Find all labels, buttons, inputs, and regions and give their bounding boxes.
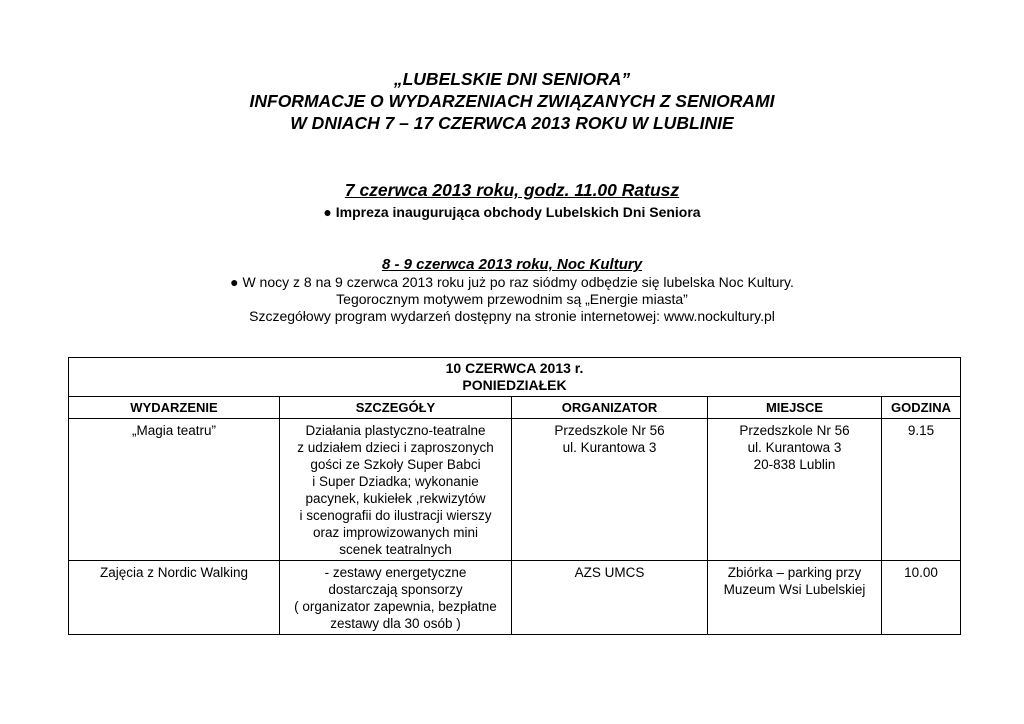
place-cell <box>708 561 882 635</box>
table-row <box>69 419 961 561</box>
event-cell <box>69 419 280 561</box>
organizer-cell <box>512 419 708 561</box>
place-cell <box>708 419 882 561</box>
cell-line: Przedszkole Nr 56 <box>554 423 665 438</box>
column-header-organizer: ORGANIZATOR <box>512 397 708 419</box>
organizer-cell <box>512 561 708 635</box>
section-opening-event <box>0 179 1024 221</box>
day-heading <box>69 358 961 397</box>
cell-line: dostarczają sponsorzy <box>328 582 463 597</box>
events-table <box>68 357 961 635</box>
section-line: Tegorocznym motywem przewodnim są „Energie miasta” <box>336 291 688 307</box>
cell-line: Działania plastyczno-teatralne <box>305 423 486 438</box>
cell-line: ( organizator zapewnia, bezpłatne <box>294 599 497 614</box>
section-heading: 8 - 9 czerwca 2013 roku, Noc Kultury <box>381 256 643 273</box>
cell-line: zestawy dla 30 osób ) <box>330 616 461 631</box>
section-line: Szczegółowy program wydarzeń dostępny na stronie internetowej: www.nockultury.pl <box>249 308 775 324</box>
cell-line: i scenografii do ilustracji wierszy <box>299 508 492 523</box>
cell-line: scenek teatralnych <box>339 542 452 557</box>
title-line: „LUBELSKIE DNI SENIORA” <box>393 69 631 89</box>
day-weekday: PONIEDZIAŁEK <box>462 377 567 393</box>
cell-line: ul. Kurantowa 3 <box>562 440 657 455</box>
title-line: INFORMACJE O WYDARZENIACH ZWIĄZANYCH Z SENIORAMI <box>249 91 775 111</box>
cell-line: oraz improwizowanych mini <box>312 525 479 540</box>
column-header-event: WYDARZENIE <box>69 397 280 419</box>
details-cell <box>280 561 512 635</box>
details-cell <box>280 419 512 561</box>
column-header-place: MIEJSCE <box>708 397 882 419</box>
cell-line: 20-838 Lublin <box>753 457 836 472</box>
section-culture-night <box>0 255 1024 325</box>
section-line: ● W nocy z 8 na 9 czerwca 2013 roku już po raz siódmy odbędzie się lubelska Noc Kultury. <box>230 274 794 290</box>
day-heading-row <box>69 358 961 397</box>
title-line: W DNIACH 7 – 17 CZERWCA 2013 ROKU W LUBLINIE <box>290 113 734 133</box>
column-header-details: SZCZEGÓŁY <box>280 397 512 419</box>
cell-line: - zestawy energetyczne <box>324 565 467 580</box>
section-bullet: ● Impreza inaugurująca obchody Lubelskich Dni Seniora <box>323 204 701 220</box>
time-cell: 9.15 <box>882 419 961 561</box>
document-title <box>0 68 1024 134</box>
cell-line: i Super Dziadka; wykonanie <box>312 474 479 489</box>
column-header-row <box>69 397 961 419</box>
cell-line: Zbiórka – parking przy <box>727 565 862 580</box>
cell-line: Muzeum Wsi Lubelskiej <box>723 582 866 597</box>
column-header-time: GODZINA <box>882 397 961 419</box>
cell-line: z udziałem dzieci i zaproszonych <box>297 440 494 455</box>
cell-line: gości ze Szkoły Super Babci <box>310 457 481 472</box>
cell-line: AZS UMCS <box>574 565 645 580</box>
cell-line: pacynek, kukiełek ,rekwizytów <box>305 491 486 506</box>
section-heading: 7 czerwca 2013 roku, godz. 11.00 Ratusz <box>344 180 680 200</box>
cell-line: Przedszkole Nr 56 <box>739 423 850 438</box>
day-date: 10 CZERWCA 2013 r. <box>445 360 584 376</box>
time-cell: 10.00 <box>882 561 961 635</box>
cell-line: ul. Kurantowa 3 <box>747 440 842 455</box>
event-cell <box>69 561 280 635</box>
cell-line: Zajęcia z Nordic Walking <box>99 565 249 580</box>
table-row <box>69 561 961 635</box>
cell-line: „Magia teatru” <box>131 423 217 438</box>
